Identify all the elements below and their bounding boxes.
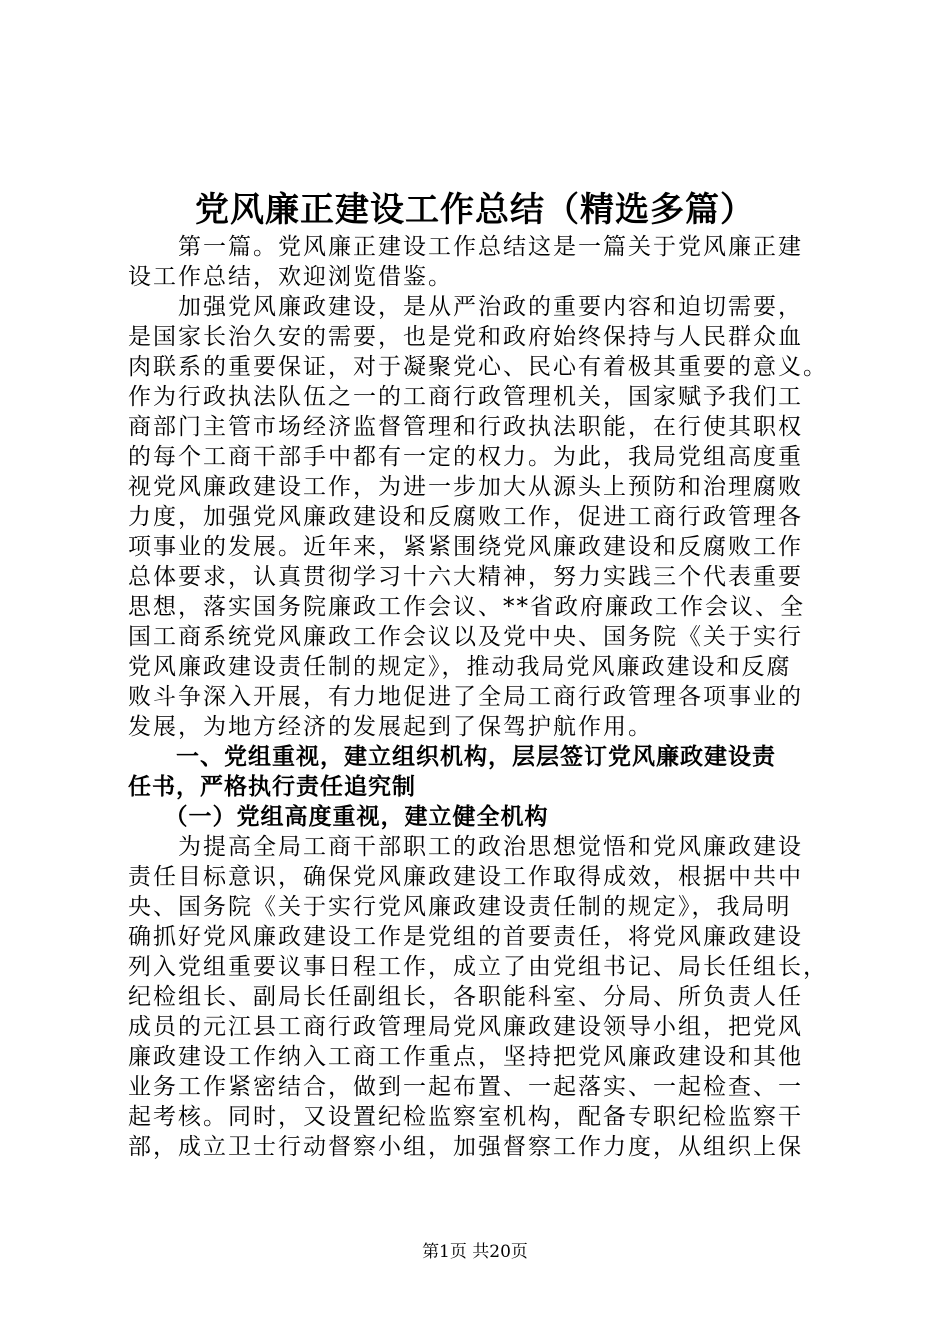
text-line: 成员的元江县工商行政管理局党风廉政建设领导小组，把党风 [128,1014,803,1040]
text-line: 确抓好党风廉政建设工作是党组的首要责任，将党风廉政建设 [128,924,803,950]
text-line: 第一篇。党风廉正建设工作总结这是一篇关于党风廉正建 [128,234,803,260]
text-line: 视党风廉政建设工作，为进一步加大从源头上预防和治理腐败 [128,474,803,500]
text-line: 责任目标意识，确保党风廉政建设工作取得成效，根据中共中 [128,864,803,890]
text-line: 商部门主管市场经济监督管理和行政执法职能，在行使其职权 [128,414,803,440]
heading-line: 一、党组重视，建立组织机构，层层签订党风廉政建设责 [128,743,776,770]
text-line: 为提高全局工商干部职工的政治思想觉悟和党风廉政建设 [128,834,803,860]
text-line: 思想，落实国务院廉政工作会议、**省政府廉政工作会议、全 [128,594,805,620]
text-line: 总体要求，认真贯彻学习十六大精神，努力实践三个代表重要 [128,564,803,590]
text-line: 肉联系的重要保证，对于凝聚党心、民心有着极其重要的意义。 [128,354,828,380]
text-line: 党风廉政建设责任制的规定》，推动我局党风廉政建设和反腐 [128,654,792,680]
page-footer: 第1页 共20页 [422,1242,528,1262]
text-line: 央、国务院《关于实行党风廉政建设责任制的规定》，我局明 [128,894,792,920]
text-line: 业务工作紧密结合，做到一起布置、一起落实、一起检查、一 [128,1074,803,1100]
heading-line: 任书，严格执行责任追究制 [128,773,416,800]
text-line: 作为行政执法队伍之一的工商行政管理机关，国家赋予我们工 [128,384,803,410]
text-line: 败斗争深入开展，有力地促进了全局工商行政管理各项事业的 [128,684,803,710]
text-line: 纪检组长、副局长任副组长，各职能科室、分局、所负责人任 [128,984,803,1010]
heading-line: （一）党组高度重视，建立健全机构 [128,803,549,830]
text-line: 起考核。同时，又设置纪检监察室机构，配备专职纪检监察干 [128,1104,803,1130]
text-line: 设工作总结，欢迎浏览借鉴。 [128,264,453,290]
text-line: 项事业的发展。近年来，紧紧围绕党风廉政建设和反腐败工作 [128,534,803,560]
text-line: 加强党风廉政建设，是从严治政的重要内容和迫切需要， [128,294,803,320]
text-line: 发展，为地方经济的发展起到了保驾护航作用。 [128,714,653,740]
document-title: 党风廉正建设工作总结（精选多篇） [195,190,755,230]
text-line: 是国家长治久安的需要，也是党和政府始终保持与人民群众血 [128,324,803,350]
document-body [128,232,833,1162]
text-line: 部，成立卫士行动督察小组，加强督察工作力度，从组织上保 [128,1134,803,1160]
text-line: 国工商系统党风廉政工作会议以及党中央、国务院《关于实行 [128,624,803,650]
text-line: 的每个工商干部手中都有一定的权力。为此，我局党组高度重 [128,444,803,470]
text-line: 列入党组重要议事日程工作，成立了由党组书记、局长任组长， [128,954,828,980]
text-line: 廉政建设工作纳入工商工作重点，坚持把党风廉政建设和其他 [128,1044,803,1070]
text-line: 力度，加强党风廉政建设和反腐败工作，促进工商行政管理各 [128,504,803,530]
